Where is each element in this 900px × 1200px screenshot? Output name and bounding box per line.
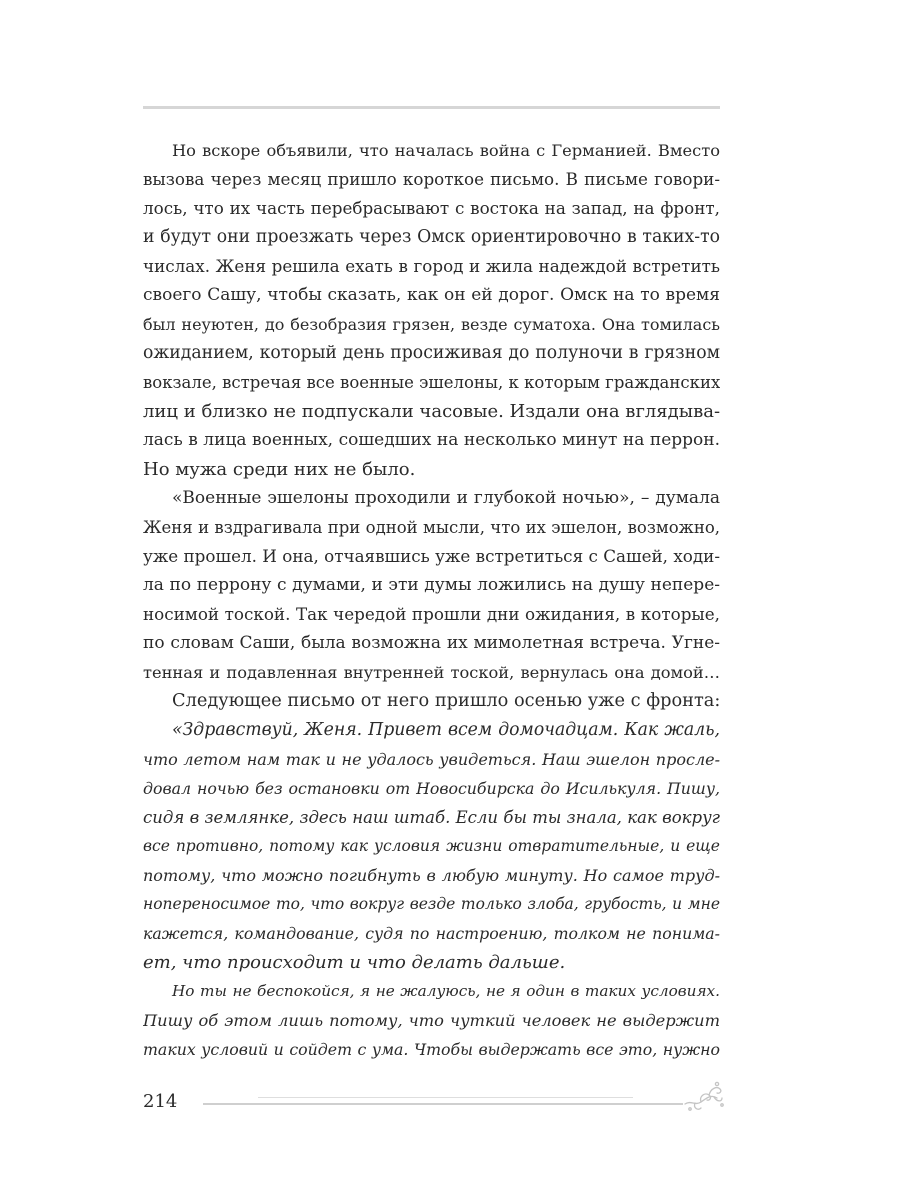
letter-line: довал ночью без остановки от Новосибирска до Исилькуля. Пишу, xyxy=(143,779,720,798)
footer-rule-thin xyxy=(258,1097,633,1098)
text-line: Следующее письмо от него пришло осенью уже с фронта: xyxy=(172,691,720,711)
letter-line: «Здравствуй, Женя. Привет всем домочадцам. Как жаль, xyxy=(172,720,720,740)
text-line: лась в лица военных, сошедших на несколько минут на перрон. xyxy=(143,430,720,450)
text-line: был неуютен, до безобразия грязен, везде суматоха. Она томилась xyxy=(143,315,720,334)
letter-line: потому, что можно погибнуть в любую минуту. Но самое труд- xyxy=(143,866,720,885)
letter-line: что летом нам так и не удалось увидеться. Наш эшелон просле- xyxy=(143,750,720,769)
letter-line: нопереносимое то, что вокруг везде только злоба, грубость, и мне xyxy=(143,895,720,913)
letter-line: кажется, командование, судя по настроению, толком не понима- xyxy=(143,924,720,943)
page-number: 214 xyxy=(143,1091,178,1112)
header-rule xyxy=(143,106,720,109)
text-line: лось, что их часть перебрасывают с востока на запад, на фронт, xyxy=(143,198,720,218)
text-line: ла по перрону с думами, и эти думы ложились на душу непере- xyxy=(143,575,720,595)
footer-rule xyxy=(203,1103,683,1105)
text-line: Но мужа среди них не было. xyxy=(143,459,416,480)
text-line: вызова через месяц пришло короткое письмо. В письме говори- xyxy=(143,169,720,189)
letter-line: ет, что происходит и что делать дальше. xyxy=(143,952,566,973)
letter-line: Но ты не беспокойся, я не жалуюсь, не я один в таких условиях. xyxy=(172,982,720,1000)
text-line: вокзале, встречая все военные эшелоны, к которым гражданских xyxy=(143,373,720,392)
letter-line: Пишу об этом лишь потому, что чуткий человек не выдержит xyxy=(143,1011,720,1030)
body-text xyxy=(143,136,720,1064)
page-footer xyxy=(143,1088,733,1120)
text-line: и будут они проезжать через Омск ориентировочно в таких-то xyxy=(143,227,720,247)
text-line: лиц и близко не подпускали часовые. Издали она вглядыва- xyxy=(143,401,720,422)
letter-line: таких условий и сойдет с ума. Чтобы выдержать все это, нужно xyxy=(143,1040,720,1059)
text-line: тенная и подавленная внутренней тоской, вернулась она домой… xyxy=(143,663,720,682)
letter-line: все противно, потому как условия жизни отвратительные, и еще xyxy=(143,837,720,855)
text-line: уже прошел. И она, отчаявшись уже встретиться с Сашей, ходи- xyxy=(143,546,720,566)
text-line: ожиданием, который день просиживая до полуночи в грязном xyxy=(143,343,720,363)
floral-flourish-icon xyxy=(681,1078,725,1114)
letter-line: сидя в землянке, здесь наш штаб. Если бы ты знала, как вокруг xyxy=(143,808,720,827)
text-line: носимой тоской. Так чередой прошли дни ожидания, в которые, xyxy=(143,604,720,624)
text-line: числах. Женя решила ехать в город и жила надеждой встретить xyxy=(143,256,720,276)
text-line: Женя и вздрагивала при одной мысли, что их эшелон, возможно, xyxy=(143,518,720,537)
text-line: по словам Саши, была возможна их мимолетная встреча. Угне- xyxy=(143,633,720,653)
text-line: «Военные эшелоны проходили и глубокой ночью», – думала xyxy=(172,488,720,508)
text-line: Но вскоре объявили, что началась война с Германией. Вместо xyxy=(172,141,720,160)
text-line: своего Сашу, чтобы сказать, как он ей дорог. Омск на то время xyxy=(143,285,720,305)
